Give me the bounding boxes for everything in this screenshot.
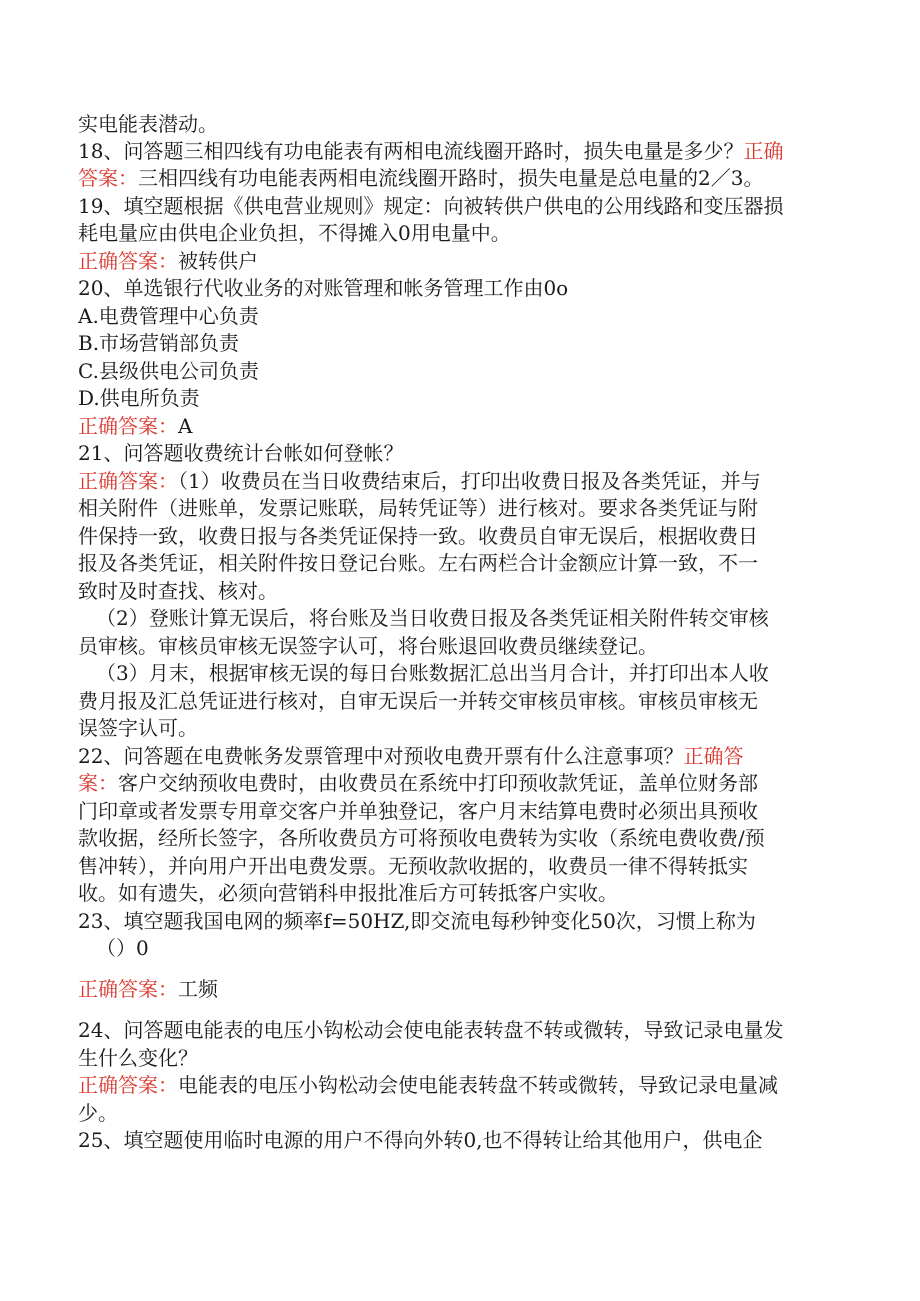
answer-20: 正确答案：A	[78, 414, 193, 438]
answer-24: 正确答案：电能表的电压小钩松动会使电能表转盘不转或微转，导致记录电量减	[78, 1073, 778, 1097]
question-21: 21、问答题收费统计台帐如何登帐？	[78, 441, 404, 465]
answer-19: 正确答案：被转供户	[78, 249, 258, 273]
answer-23: 正确答案：工频	[78, 977, 218, 1001]
answer-21: 正确答案：（1）收费员在当日收费结束后，打印出收费日报及各类凭证，并与	[78, 469, 761, 493]
text-line: 售冲转），并向用户开出电费发票。无预收款收据的，收费员一律不得转抵实	[78, 854, 748, 878]
text-line: 生什么变化？	[78, 1046, 198, 1070]
option-d: D.供电所负责	[78, 386, 200, 410]
text-line: 件保持一致，收费日报与各类凭证保持一致。收费员自审无误后，根据收费日	[78, 524, 758, 548]
text-line: （2）登账计算无误后，将台账及当日收费日报及各类凭证相关附件转交审核	[96, 606, 769, 630]
answer-label: 正确答案：	[78, 977, 178, 1001]
answer-label: 正确	[743, 139, 784, 163]
text-line: 费月报及汇总凭证进行核对，自审无误后一并转交审核员审核。审核员审核无	[78, 689, 758, 713]
text-line: 误签字认可。	[78, 716, 198, 740]
question-23: 23、填空题我国电网的频率f=50HZ,即交流电每秒钟变化50次，习惯上称为	[78, 909, 756, 933]
answer-label: 正确答案：	[78, 414, 178, 438]
text-line: （）0	[96, 936, 149, 960]
text-line: 少。	[78, 1101, 118, 1125]
question-20: 20、单选银行代收业务的对账管理和帐务管理工作由0o	[78, 276, 569, 300]
text-line: 耗电量应由供电企业负担，不得摊入0用电量中。	[78, 221, 511, 245]
answer-label: 正确答	[683, 744, 744, 768]
answer-label: 答案：	[78, 166, 138, 190]
answer-label: 正确答案：	[78, 469, 178, 493]
question-25: 25、填空题使用临时电源的用户不得向外转0,也不得转让给其他用户，供电企	[78, 1128, 763, 1152]
question-24: 24、问答题电能表的电压小钩松动会使电能表转盘不转或微转，导致记录电量发	[78, 1018, 784, 1042]
option-b: B.市场营销部负责	[78, 331, 240, 355]
text-line: 员审核。审核员审核无误签字认可，将台账退回收费员继续登记。	[78, 634, 658, 658]
text-line: 实电能表潜动。	[78, 112, 218, 136]
text-line: 报及各类凭证，相关附件按日登记台账。左右两栏合计金额应计算一致，不一	[78, 551, 758, 575]
answer-label: 案：	[78, 771, 118, 795]
text-line: 收。如有遗失，必须向营销科申报批准后方可转抵客户实收。	[78, 881, 618, 905]
answer-label: 正确答案：	[78, 1073, 178, 1097]
question-22: 22、问答题在电费帐务发票管理中对预收电费开票有什么注意事项？正确答	[78, 744, 744, 768]
answer-18: 答案：三相四线有功电能表两相电流线圈开路时，损失电量是总电量的2／3。	[78, 166, 764, 190]
option-c: C.县级供电公司负责	[78, 359, 259, 383]
answer-label: 正确答案：	[78, 249, 178, 273]
text-line: 款收据，经所长签字，各所收费员方可将预收电费转为实收（系统电费收费/预	[78, 826, 765, 850]
text-line: 相关附件（进账单，发票记账联，局转凭证等）进行核对。要求各类凭证与附	[78, 496, 758, 520]
text-line: （3）月末，根据审核无误的每日台账数据汇总出当月合计，并打印出本人收	[96, 661, 769, 685]
question-18: 18、问答题三相四线有功电能表有两相电流线圈开路时，损失电量是多少？正确	[78, 139, 784, 163]
option-a: A.电费管理中心负责	[78, 304, 259, 328]
text-line: 门印章或者发票专用章交客户并单独登记，客户月末结算电费时必须出具预收	[78, 799, 758, 823]
text-line: 致时及时查找、核对。	[78, 579, 278, 603]
question-19: 19、填空题根据《供电营业规则》规定：向被转供户供电的公用线路和变压器损	[78, 194, 784, 218]
answer-22: 案：客户交纳预收电费时，由收费员在系统中打印预收款凭证，盖单位财务部	[78, 771, 758, 795]
